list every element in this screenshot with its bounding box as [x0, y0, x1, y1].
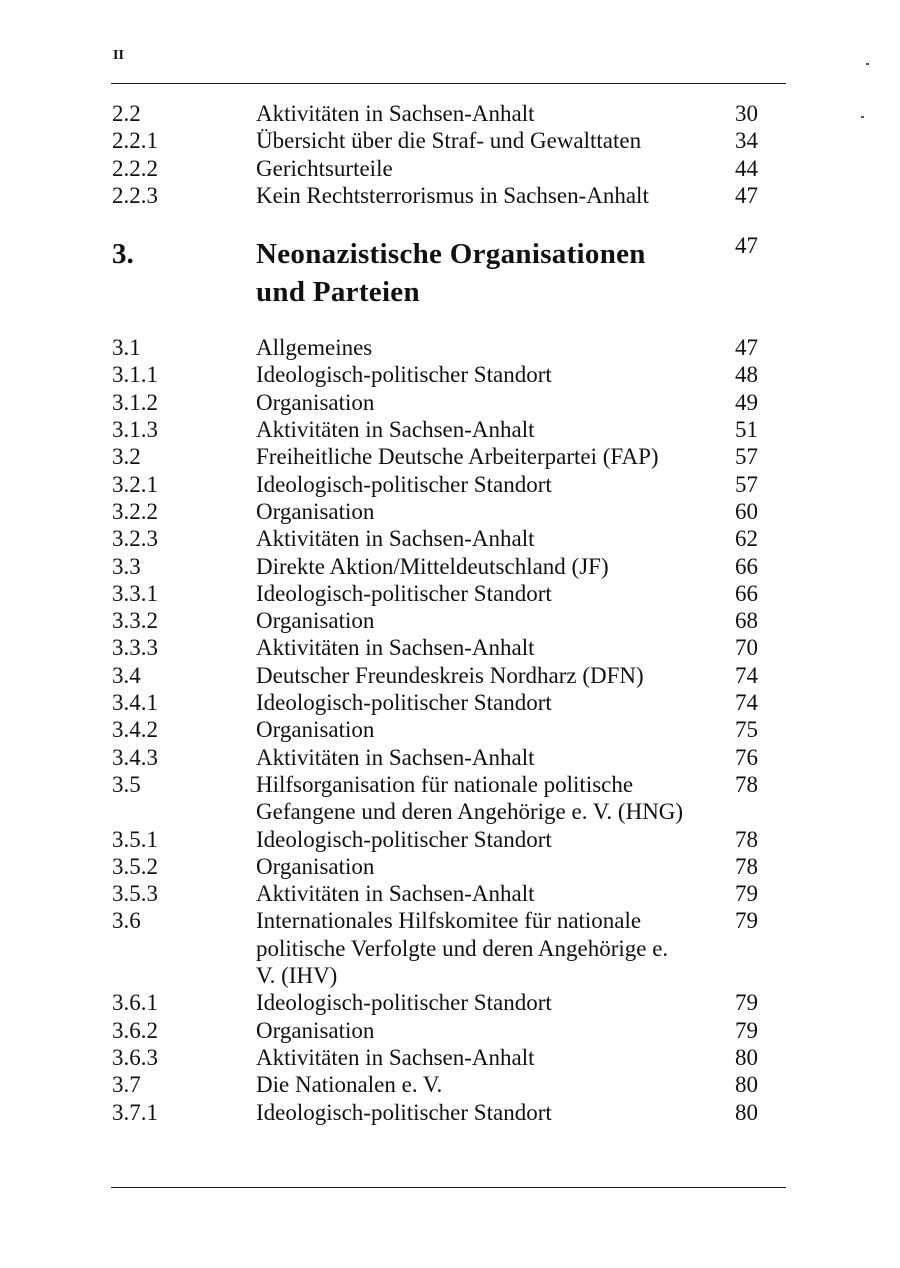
section-number: 3.4	[112, 662, 141, 688]
page-ref: 68	[735, 608, 758, 634]
toc-entry	[112, 634, 758, 661]
page-ref: 75	[735, 717, 758, 743]
page-ref: 49	[735, 389, 758, 415]
section-number: 3.1	[112, 335, 141, 361]
toc-entry	[112, 553, 758, 580]
section-title: Organisation	[256, 608, 375, 634]
toc-entry	[112, 853, 758, 880]
page-ref: 80	[735, 1099, 758, 1125]
toc-entry	[112, 1071, 758, 1098]
section-number: 3.5	[112, 771, 141, 797]
section-number: 3.2.1	[112, 471, 158, 497]
section-title: Ideologisch-politischer Standort	[256, 580, 552, 606]
section-title: Organisation	[256, 1017, 375, 1043]
scan-speck	[866, 63, 869, 65]
toc-entry	[112, 155, 758, 182]
page-ref: 62	[735, 526, 758, 552]
page-ref: 74	[735, 690, 758, 716]
section-title: Aktivitäten in Sachsen-Anhalt	[256, 635, 535, 661]
table-of-contents	[112, 100, 758, 1126]
page-ref: 79	[735, 881, 758, 907]
toc-entry	[112, 580, 758, 607]
section-title: Deutscher Freundeskreis Nordharz (DFN)	[256, 662, 644, 688]
toc-entry	[112, 1017, 758, 1044]
toc-entry	[112, 826, 758, 853]
section-number: 3.6.1	[112, 990, 158, 1016]
section-title: Ideologisch-politischer Standort	[256, 690, 552, 716]
top-rule	[111, 83, 786, 84]
section-number: 3.1.1	[112, 362, 158, 388]
page-ref: 79	[735, 908, 758, 934]
page-ref: 57	[735, 471, 758, 497]
toc-entry	[112, 689, 758, 716]
section-number: 3.6.3	[112, 1044, 158, 1070]
section-number: 2.2.2	[112, 155, 158, 181]
toc-entry	[112, 525, 758, 552]
section-number: 3.5.2	[112, 853, 158, 879]
section-title: Aktivitäten in Sachsen-Anhalt	[256, 744, 535, 770]
section-number: 3.5.1	[112, 826, 158, 852]
section-number: 3.3.1	[112, 580, 158, 606]
page-ref: 57	[735, 444, 758, 470]
chapter-number: 3.	[112, 238, 134, 271]
section-title: Kein Rechtsterrorismus in Sachsen-Anhalt	[256, 182, 649, 208]
page-ref: 78	[735, 771, 758, 797]
section-title: Organisation	[256, 389, 375, 415]
section-number: 3.2.3	[112, 526, 158, 552]
page-ref: 78	[735, 826, 758, 852]
section-title: Aktivitäten in Sachsen-Anhalt	[256, 1044, 535, 1070]
page-ref: 66	[735, 580, 758, 606]
section-title: Übersicht über die Straf- und Gewalttaten	[256, 128, 642, 154]
toc-entry	[112, 361, 758, 388]
toc-entry	[112, 127, 758, 154]
section-title: Direkte Aktion/Mitteldeutschland (JF)	[256, 553, 609, 579]
toc-entry	[112, 443, 758, 470]
toc-entry	[112, 334, 758, 361]
toc-entry	[112, 662, 758, 689]
page-ref: 80	[735, 1072, 758, 1098]
section-number: 3.1.3	[112, 417, 158, 443]
section-number: 3.3.2	[112, 608, 158, 634]
section-number: 3.1.2	[112, 389, 158, 415]
page-ref: 51	[735, 417, 758, 443]
section-number: 3.3.3	[112, 635, 158, 661]
page-ref: 79	[735, 990, 758, 1016]
page-ref: 44	[735, 155, 758, 181]
toc-entry	[112, 1044, 758, 1071]
toc-entry	[112, 880, 758, 907]
section-number: 2.2.1	[112, 128, 158, 154]
section-title: Organisation	[256, 853, 375, 879]
section-title: Aktivitäten in Sachsen-Anhalt	[256, 101, 535, 126]
section-title: Aktivitäten in Sachsen-Anhalt	[256, 526, 535, 552]
toc-entry	[112, 607, 758, 634]
section-title: Organisation	[256, 717, 375, 743]
page-ref: 78	[735, 853, 758, 879]
section-number: 3.3	[112, 553, 141, 579]
toc-chapter-entry	[112, 231, 758, 311]
section-title: Aktivitäten in Sachsen-Anhalt	[256, 417, 535, 443]
page-ref: 47	[735, 182, 758, 208]
page-ref: 76	[735, 744, 758, 770]
toc-entry	[112, 416, 758, 443]
toc-entry	[112, 744, 758, 771]
section-number: 3.4.1	[112, 690, 158, 716]
toc-entry	[112, 907, 758, 989]
page-ref: 60	[735, 498, 758, 524]
section-number: 2.2	[112, 101, 141, 126]
section-title: Gerichtsurteile	[256, 155, 393, 181]
section-title: Internationales Hilfskomitee für nationale politische Verfolgte und deren Angehörige e. V. (IHV)	[256, 908, 669, 989]
section-number: 3.6	[112, 908, 141, 934]
toc-entry	[112, 498, 758, 525]
scan-speck	[861, 116, 864, 118]
section-title: Ideologisch-politischer Standort	[256, 990, 552, 1016]
section-number: 2.2.3	[112, 182, 158, 208]
toc-entry	[112, 100, 758, 127]
page-ref: 30	[735, 101, 758, 126]
page-ref: 74	[735, 662, 758, 688]
page-ref: 70	[735, 635, 758, 661]
chapter-title: Neonazistische Organisationen und Parteien	[256, 238, 646, 309]
page-ref: 80	[735, 1044, 758, 1070]
section-title: Ideologisch-politischer Standort	[256, 826, 552, 852]
page-number: II	[113, 48, 124, 63]
bottom-rule	[111, 1187, 786, 1188]
page-ref: 34	[735, 128, 758, 154]
toc-entry	[112, 716, 758, 743]
page-ref: 48	[735, 362, 758, 388]
section-title: Freiheitliche Deutsche Arbeiterpartei (FAP)	[256, 444, 659, 470]
toc-entry	[112, 1099, 758, 1126]
section-title: Die Nationalen e. V.	[256, 1072, 443, 1098]
section-title: Aktivitäten in Sachsen-Anhalt	[256, 881, 535, 907]
page-ref: 79	[735, 1017, 758, 1043]
section-number: 3.7	[112, 1072, 141, 1098]
section-number: 3.2.2	[112, 498, 158, 524]
toc-entry	[112, 471, 758, 498]
section-title: Hilfsorganisation für nationale politische Gefangene und deren Angehörige e. V. (HNG)	[256, 771, 684, 825]
section-number: 3.4.3	[112, 744, 158, 770]
section-title: Ideologisch-politischer Standort	[256, 362, 552, 388]
toc-entry	[112, 771, 758, 826]
page-ref: 47	[735, 335, 758, 361]
section-number: 3.2	[112, 444, 141, 470]
page-ref: 66	[735, 553, 758, 579]
toc-entry	[112, 389, 758, 416]
page-ref: 47	[735, 233, 758, 259]
section-number: 3.5.3	[112, 881, 158, 907]
section-number: 3.4.2	[112, 717, 158, 743]
section-title: Allgemeines	[256, 335, 373, 361]
section-title: Ideologisch-politischer Standort	[256, 471, 552, 497]
section-number: 3.7.1	[112, 1099, 158, 1125]
section-title: Ideologisch-politischer Standort	[256, 1099, 552, 1125]
section-number: 3.6.2	[112, 1017, 158, 1043]
toc-entry	[112, 182, 758, 209]
section-title: Organisation	[256, 498, 375, 524]
toc-entry	[112, 989, 758, 1016]
